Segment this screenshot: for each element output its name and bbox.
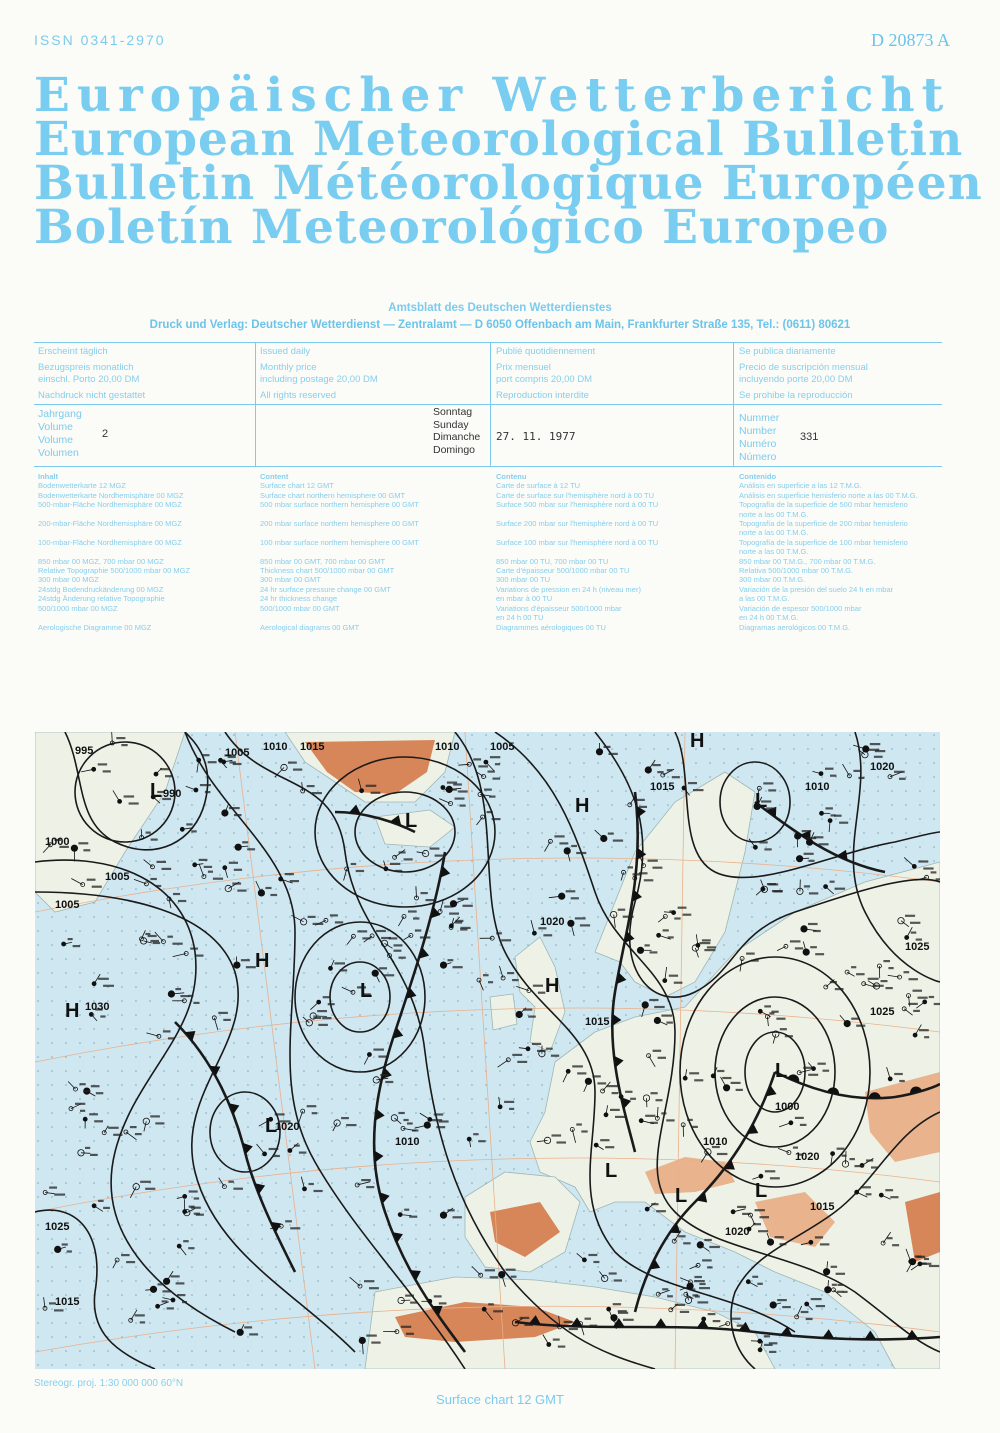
contents-item: Topografía de la superficie de 500 mbar hemisferio [739,500,908,510]
contents-item: 300 mbar 00 MGZ [38,575,99,585]
isobar-label: 1015 [300,741,325,753]
info-line: Reproduction interdite [496,390,589,401]
issue-date: 27. 11. 1977 [496,430,576,443]
high-pressure-center: H [65,1000,80,1022]
rule-top [34,342,942,343]
contents-item: Relative Topographie 500/1000 mbar 00 MGZ [38,566,191,576]
info-german [38,346,145,402]
weather-map-svg [35,732,940,1369]
number-labels [739,412,779,464]
info-line: Precio de suscripción mensual [739,362,868,373]
high-pressure-center: H [255,950,270,972]
column-divider-2 [490,342,491,466]
contents-item: 100-mbar-Fläche Nordhemisphäre 00 MGZ [38,537,182,547]
info-line: einschl. Porto 20,00 DM [38,374,140,385]
contents-item: 850 mbar 00 T.M.G., 700 mbar 00 T.M.G. [739,556,876,566]
low-pressure-center: L [675,1185,688,1207]
contents-item: Topografía de la superficie de 200 mbar hemisferio [739,519,908,529]
day-label: Sunday [433,418,469,431]
contents-item: 24stdg Änderung relative Topographie [38,594,165,604]
isobar-label: 1015 [55,1296,80,1308]
contents-item: Bodenwetterkarte 12 MGZ [38,481,126,491]
rule-bottom [34,466,942,467]
contents-item: Variations de pression en 24 h (niveau mer) [496,584,641,594]
info-line: Erscheint täglich [38,346,108,357]
volume-label: Volumen [38,447,79,459]
volume-value: 2 [102,428,109,440]
day-labels [433,406,480,456]
contents-column [739,472,918,632]
isobar-label: 1010 [435,741,460,753]
low-pressure-center: L [150,780,163,802]
contents-item: Carte de surface à 12 TU [496,481,581,491]
info-spanish [739,346,868,402]
title-block [34,68,983,255]
low-pressure-center: L [265,1115,278,1137]
high-pressure-center: H [690,732,705,752]
isobar-label: 1010 [395,1136,420,1148]
column-divider-3 [733,342,734,466]
info-line: All rights reserved [260,390,337,401]
contents-item: 850 mbar 00 TU, 700 mbar 00 TU [496,556,609,566]
isobar-label: 1020 [795,1151,820,1163]
chart-caption: Surface chart 12 GMT [436,1392,564,1407]
volume-label: Volume [38,421,74,433]
title-english: European Meteorological Bulletin [34,112,964,167]
contents-item [38,528,190,537]
contents-heading: Inhalt [38,472,58,481]
isobar-label: 1010 [703,1136,728,1148]
issue-number: 331 [800,431,819,443]
day-label: Domingo [433,443,476,456]
contents-item: 500-mbar-Fläche Nordhemisphäre 00 MGZ [38,500,182,510]
contents-item: Surface 100 mbar sur l'hemisphère nord à 00 TU [496,537,659,547]
contents-item [38,547,190,556]
isobar-label: 1020 [725,1226,750,1238]
low-pressure-center: L [360,980,373,1002]
number-label: Number [739,425,777,437]
contents-item: 200-mbar-Fläche Nordhemisphäre 00 MGZ [38,519,182,529]
info-line: including postage 20,00 DM [260,374,378,385]
info-french [496,346,595,402]
low-pressure-center: L [605,1160,618,1182]
info-english [260,346,378,402]
isobar-label: 1015 [650,781,675,793]
contents-item: 500/1000 mbar 00 MGZ [38,603,118,613]
contents-heading: Contenu [496,472,527,481]
contents-column [260,472,419,632]
contents-item: norte a las 00 T.M.G. [739,528,809,538]
isobar-label: 1020 [540,916,565,928]
contents-item: 200 mbar surface northern hemisphere 00 GMT [260,519,419,529]
contents-item: Carte d'épaisseur 500/1000 mbar 00 TU [496,566,630,576]
volume-label: Jahrgang [38,408,82,420]
contents-item: Topografía de la superficie de 100 mbar hemisferio [739,537,908,547]
isobar-label: 990 [163,788,182,800]
contents-item: Surface chart northern hemisphere 00 GMT [260,490,406,500]
contents-column [38,472,190,632]
contents-item: 300 mbar 00 TU [496,575,551,585]
contents-heading: Contenido [739,472,777,481]
isobar-label: 1025 [45,1221,70,1233]
contents-item: 500/1000 mbar 00 GMT [260,603,340,613]
volume-labels [38,408,82,460]
contents-item: 100 mbar surface northern hemisphere 00 GMT [260,537,419,547]
contents-item: norte a las 00 T.M.G. [739,547,809,557]
isobar-label: 1005 [490,741,515,753]
isobar-label: 1020 [870,761,895,773]
contents-item: Surface 500 mbar sur l'hemisphère nord à 00 TU [496,500,659,510]
isobar-label: 1005 [225,747,250,759]
publisher-line: Druck und Verlag: Deutscher Wetterdienst — Zentralamt — D 6050 Offenbach am Main, Frankfurter Straße 135, Tel.: (0611) 80621 [149,319,851,331]
contents-item: 300 mbar 00 T.M.G. [739,575,806,585]
isobar-label: 1025 [870,1006,895,1018]
contents-item: Variación de espesor 500/1000 mbar [739,603,862,613]
contents-item: Aerological diagrams 00 GMT [260,622,360,632]
issn-number: ISSN 0341-2970 [34,32,166,48]
contents-item: 850 mbar 00 MGZ, 700 mbar 00 MGZ [38,556,164,566]
high-pressure-center: H [545,975,560,997]
isobar-label: 1020 [275,1121,300,1133]
day-label: Dimanche [433,431,481,443]
info-line: incluyendo porte 20,00 DM [739,374,853,385]
contents-item [260,528,419,537]
contents-item: norte a las 00 T.M.G. [739,509,809,519]
isobar-label: 1015 [810,1201,835,1213]
info-line: Publié quotidiennement [496,346,596,357]
contents-item [260,510,419,519]
projection-note: Stereogr. proj. 1:30 000 000 60°N [34,1378,184,1389]
official-gazette-line: Amtsblatt des Deutschen Wetterdienstes [388,302,612,314]
contents-item [38,510,190,519]
contents-item: 850 mbar 00 GMT, 700 mbar 00 GMT [260,556,386,566]
isobar-label: 1015 [585,1016,610,1028]
column-divider-1 [255,342,256,466]
contents-item: Surface 200 mbar sur l'hemisphère nord à 00 TU [496,519,659,529]
info-line: Nachdruck nicht gestattet [38,390,146,401]
contents-item [496,528,658,537]
info-line: Monthly price [260,362,317,373]
isobar-label: 995 [75,745,94,757]
number-label: Nummer [739,412,780,424]
contents-item: Diagrammes aérologiques 00 TU [496,622,606,632]
contents-item: Relativa 500/1000 mbar 00 T.M.G. [739,566,854,576]
contents-item: en 24 h 00 T.M.G. [739,613,799,623]
info-line: Se publica diariamente [739,346,836,357]
contents-item: Diagramas aerológicos 00 T.M.G. [739,622,851,632]
contents-item [260,547,419,556]
info-line: Prix mensuel [496,362,551,373]
contents-item: Aerologische Diagramme 00 MGZ [38,622,152,632]
info-line: Bezugspreis monatlich [38,362,134,373]
rule-mid [34,404,942,405]
contents-item: Variations d'épaisseur 500/1000 mbar [496,603,622,613]
day-label: Sonntag [433,406,473,418]
surface-weather-map [35,732,940,1369]
number-label: Numéro [739,438,777,450]
isobar-label: 1005 [105,871,130,883]
isobar-label: 1000 [45,836,70,848]
number-label: Número [739,451,777,463]
contents-item [496,510,658,519]
isobar-label: 1030 [85,1001,110,1013]
contents-item: Surface chart 12 GMT [260,481,334,491]
contents-item: 24stdg Bodendruckänderung 00 MGZ [38,584,164,594]
isobar-label: 1000 [775,1101,800,1113]
high-pressure-center: H [575,795,590,817]
contents-item: Carte de surface sur l'hemisphère nord à 00 TU [496,490,655,500]
info-line: port compris 20,00 DM [496,374,593,385]
contents-item: Thickness chart 500/1000 mbar 00 GMT [260,566,395,576]
contents-item [260,613,419,622]
isobar-label: 1010 [263,741,288,753]
isobar-label: 1010 [805,781,830,793]
title-french: Bulletin Météorologique Européen [34,156,983,211]
contents-item: 24 hr thickness change [260,594,338,604]
isobar-label: 1005 [55,899,80,911]
contents-item: en 24 h 00 TU [496,613,544,623]
contents-item: 300 mbar 00 GMT [260,575,321,585]
contents-item: Bodenwetterkarte Nordhemisphäre 00 MGZ [38,490,184,500]
contents-item: Variación de la presión del suelo 24 h en mbar [739,584,894,594]
low-pressure-center: L [755,790,768,812]
info-line: Issued daily [260,346,311,357]
low-pressure-center: L [405,810,418,832]
contents-heading: Content [260,472,289,481]
low-pressure-center: L [755,1180,768,1202]
contents-item [38,613,190,622]
contents-column [496,472,658,632]
isobar-label: 1025 [905,941,930,953]
contents-item: en mbar à 00 TU [496,594,553,604]
contents-item: Análisis en superficie a las 12 T.M.G. [739,481,862,491]
low-pressure-center: L [775,1060,788,1082]
contents-item: 24 hr surface pressure change 00 GMT [260,584,391,594]
document-number: D 20873 A [870,30,950,50]
contents-item: a las 00 T.M.G. [739,594,790,604]
info-line: Se prohibe la reproducción [739,390,853,401]
contents-item: Análisis en superficie hemisferio norte a las 00 T.M.G. [739,490,918,500]
title-spanish: Boletín Meteorológico Europeo [34,200,890,255]
contents-item [496,547,658,556]
contents-item: 500 mbar surface northern hemisphere 00 GMT [260,500,419,510]
volume-label: Volume [38,434,74,446]
title-german: Europäischer Wetterbericht [34,68,951,123]
